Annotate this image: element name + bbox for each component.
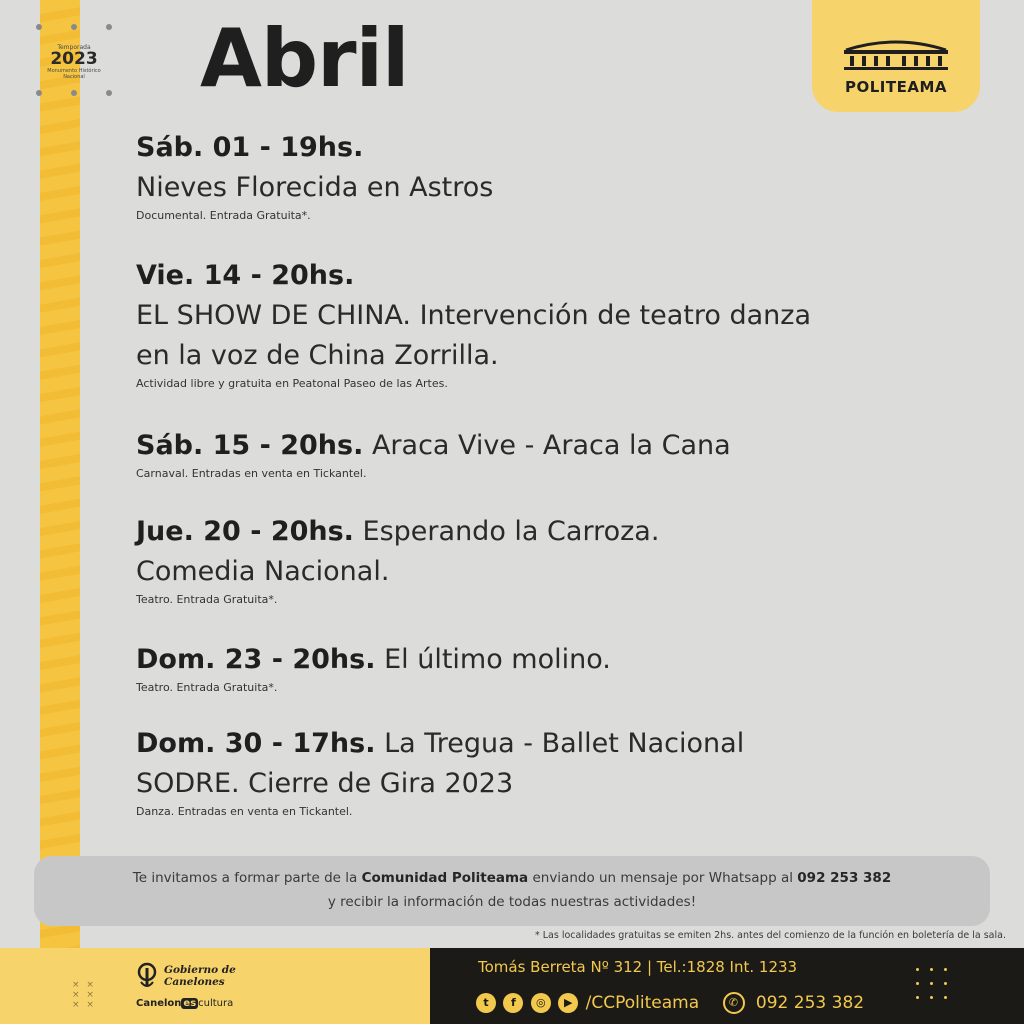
theater-building-icon [840,36,952,72]
event-item [136,640,996,696]
gobierno-canelones-icon [136,962,158,990]
event-title: Araca Vive - Araca la Cana [371,430,731,461]
event-item [136,256,996,392]
event-title: La Tregua - Ballet Nacional [384,728,745,759]
facebook-icon[interactable]: f [503,993,523,1013]
twitter-icon[interactable]: t [476,993,496,1013]
season-badge [36,24,112,96]
event-note: Actividad libre y gratuita en Peatonal Paseo de las Artes. [136,377,448,390]
social-handle[interactable]: /CCPoliteama [585,993,700,1013]
free-tickets-disclaimer: * Las localidades gratuitas se emiten 2hs. antes del comienzo de la función en boletería de la sala. [534,930,1006,941]
footer-sponsor-area [0,948,430,1024]
event-item [136,724,996,820]
month-title: Abril [200,12,409,105]
footer-phone[interactable]: 092 253 382 [755,993,865,1013]
social-links [476,992,864,1014]
dots-pattern-icon [916,968,956,1008]
badge-year: 2023 [50,49,98,69]
event-item [136,512,996,608]
whatsapp-icon[interactable]: ✆ [723,992,745,1014]
event-note: Documental. Entrada Gratuita*. [136,209,311,222]
event-date: Vie. 14 - 20hs. [136,260,355,291]
event-note: Danza. Entradas en venta en Tickantel. [136,805,353,818]
instagram-icon[interactable]: ◎ [531,993,551,1013]
gobierno-canelones-label: Gobierno de Canelones [164,964,236,988]
invite-text: Te invitamos a formar parte de la [132,870,358,886]
event-note: Carnaval. Entradas en venta en Tickantel. [136,467,367,480]
event-date: Dom. 23 - 20hs. [136,644,376,675]
event-title: Comedia Nacional. [136,556,390,587]
event-title: SODRE. Cierre de Gira 2023 [136,768,514,799]
badge-subtitle: Monumento Histórico Nacional [47,68,101,80]
whatsapp-number: 092 253 382 [797,870,892,886]
event-item [136,426,996,482]
invite-line-2: y recibir la información de todas nuestras actividades! [327,894,697,910]
event-title: EL SHOW DE CHINA. Intervención de teatro danza [136,300,811,331]
badge-season-label: Temporada [57,44,91,51]
event-note: Teatro. Entrada Gratuita*. [136,681,278,694]
footer-contact-area [430,948,1024,1024]
address-phone-text: Tomás Berreta Nº 312 | Tel.:1828 Int. 1233 [478,958,798,976]
event-title: Nieves Florecida en Astros [136,172,494,203]
canelones-cultura-label: Canelon es cultura [136,998,234,1009]
event-date: Dom. 30 - 17hs. [136,728,376,759]
community-invite-box [34,856,990,926]
event-title: en la voz de China Zorrilla. [136,340,499,371]
event-title: Esperando la Carroza. [362,516,660,547]
event-date: Sáb. 01 - 19hs. [136,132,364,163]
community-name: Comunidad Politeama [361,870,529,886]
event-item [136,128,996,224]
event-date: Sáb. 15 - 20hs. [136,430,364,461]
invite-text: enviando un mensaje por Whatsapp al [532,870,793,886]
yellow-side-stripe [40,0,80,950]
logo-text: POLITEAMA [844,78,947,96]
youtube-icon[interactable]: ▶ [558,993,578,1013]
event-title: El último molino. [384,644,611,675]
event-note: Teatro. Entrada Gratuita*. [136,593,278,606]
politeama-logo [812,0,980,112]
event-date: Jue. 20 - 20hs. [136,516,354,547]
cross-pattern-icon: × × × × × × [72,980,96,1010]
